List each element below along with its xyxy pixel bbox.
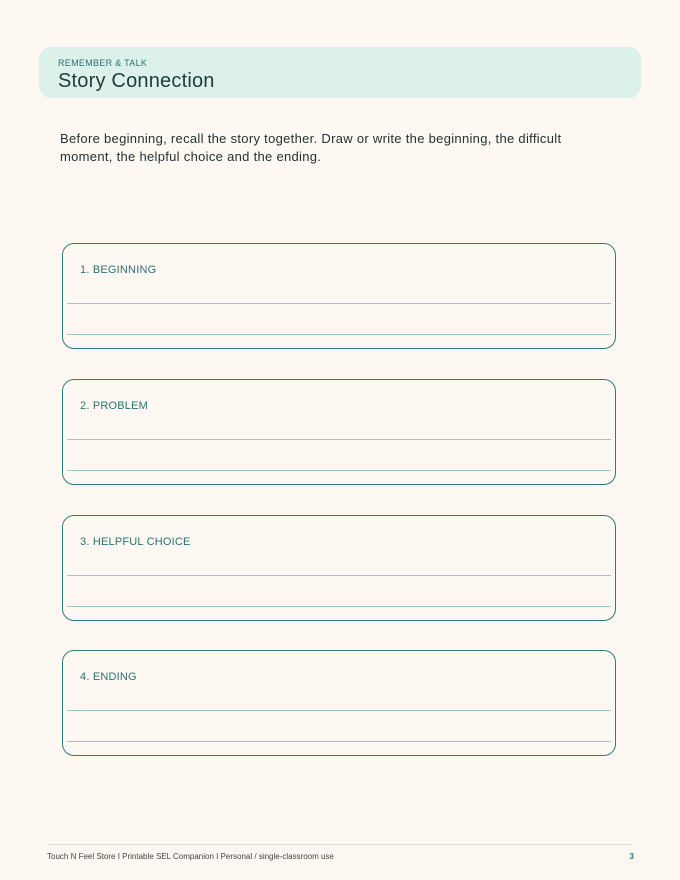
footer-credits: Touch N Feel Store I Printable SEL Companion I Personal / single-classroom use [47,852,334,861]
footer-divider [47,844,633,845]
instructions-text: Before beginning, recall the story together. Draw or write the beginning, the difficult moment, the helpful choice and the ending. [60,131,562,164]
writing-line [67,439,611,440]
writing-line [67,606,611,607]
writing-line [67,710,611,711]
writing-line [67,575,611,576]
story-box-beginning[interactable] [62,243,616,349]
page-number: 3 [629,852,634,861]
story-box-label: 2. PROBLEM [80,400,149,412]
writing-line [67,470,611,471]
page-title: Story Connection [58,70,215,92]
writing-line [67,303,611,304]
section-eyebrow: REMEMBER & TALK [58,58,148,68]
writing-line [67,334,611,335]
story-box-helpful-choice[interactable] [62,515,616,621]
story-box-ending[interactable] [62,650,616,756]
story-box-label: 4. ENDING [80,671,137,683]
writing-line [67,741,611,742]
header-band [39,47,641,98]
story-box-label: 3. HELPFUL CHOICE [80,536,191,548]
story-box-label: 1. BEGINNING [80,264,157,276]
story-box-problem[interactable] [62,379,616,485]
